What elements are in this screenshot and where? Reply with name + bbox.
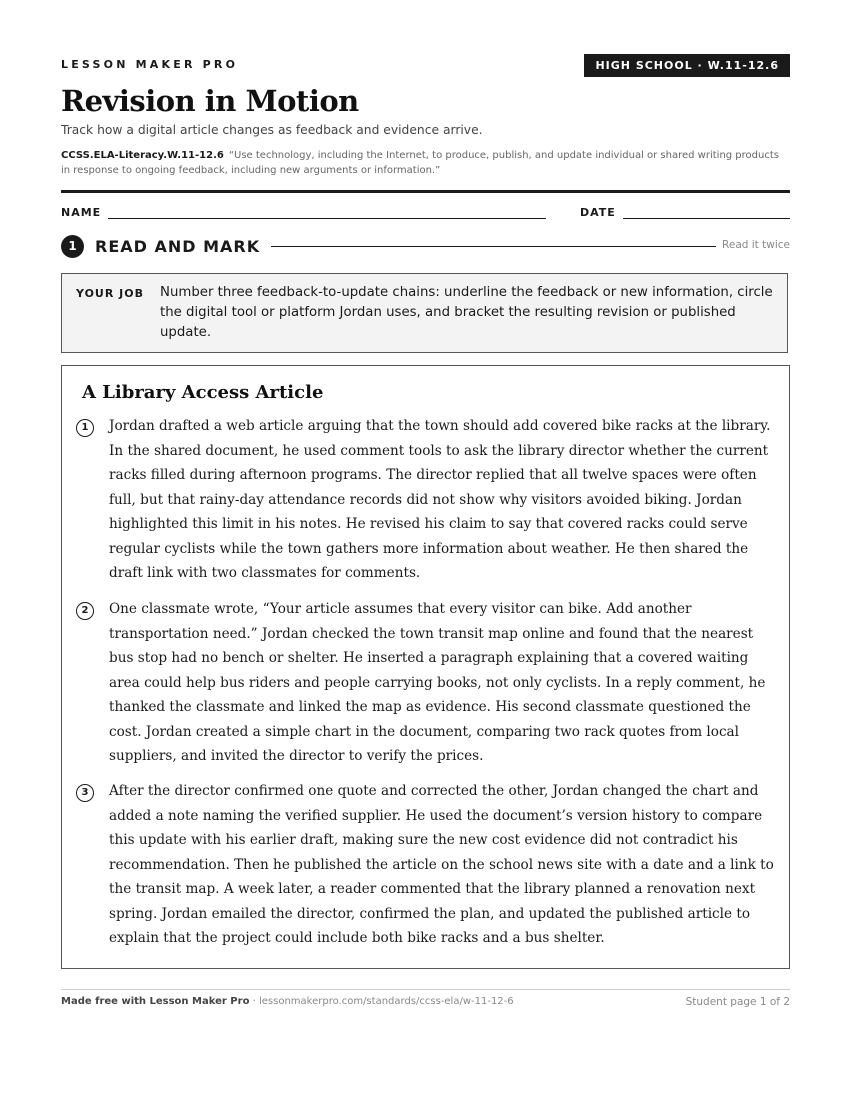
header-divider	[61, 190, 790, 193]
paragraph-number-2: 2	[76, 602, 94, 620]
name-label: NAME	[61, 206, 102, 219]
date-label: DATE	[580, 206, 616, 219]
page-title: Revision in Motion	[61, 84, 359, 118]
section-title: READ AND MARK	[95, 237, 261, 256]
standard-citation	[61, 148, 790, 178]
date-field[interactable]	[623, 218, 790, 219]
job-text: Number three feedback-to-update chains: underline the feedback or new information, circle the digital tool or platform Jordan uses, and bracket the resulting revision or published update.	[160, 285, 773, 340]
page-subtitle: Track how a digital article changes as feedback and evidence arrive.	[61, 123, 483, 137]
footer-url[interactable]: · lessonmakerpro.com/standards/ccss-ela/w-11-12-6	[249, 996, 514, 1007]
section-divider	[271, 246, 716, 247]
article-box	[61, 365, 790, 969]
paragraph-number-1: 1	[76, 419, 94, 437]
brand-name: LESSON MAKER PRO	[61, 58, 239, 71]
standard-text: “Use technology, including the Internet, to produce, publish, and update individual or shared writing products in response to ongoing feedback, including new arguments or information.”	[61, 150, 779, 176]
paragraph-text-1: Jordan drafted a web article arguing that the town should add covered bike racks at the library. In the shared document, he used comment tools to ask the library director whether the current racks filled during afternoon programs. The director replied that all twelve spaces were often full, but that rainy-day attendance records did not show why visitors avoided biking. Jordan highlighted this limit in his notes. He revised his claim to say that covered racks could serve regular cyclists while the town gathers more information about weather. He then shared the draft link with two classmates for comments.	[109, 418, 771, 581]
name-field[interactable]	[108, 218, 546, 219]
footer-page-number: Student page 1 of 2	[685, 996, 790, 1008]
paragraph-number-3: 3	[76, 784, 94, 802]
job-label: YOUR JOB	[76, 287, 144, 300]
section-hint: Read it twice	[722, 239, 790, 251]
paragraph-text-2: One classmate wrote, “Your article assumes that every visitor can bike. Add another transportation need.” Jordan checked the town transit map online and found that the nearest bus stop had no bench or shelter. He inserted a paragraph explaining that a covered waiting area could help bus riders and people carrying books, not only cyclists. In a reply comment, he thanked the classmate and linked the map as evidence. His second classmate questioned the cost. Jordan created a simple chart in the document, comparing two rack quotes from local suppliers, and invited the director to verify the prices.	[109, 601, 766, 764]
footer-divider	[61, 989, 790, 990]
standard-code: CCSS.ELA-Literacy.W.11-12.6	[61, 150, 224, 161]
job-instructions-box	[61, 273, 788, 353]
article-title: A Library Access Article	[82, 382, 324, 403]
section-number-badge: 1	[61, 235, 84, 258]
paragraph-text-3: After the director confirmed one quote and corrected the other, Jordan changed the chart and added a note naming the verified supplier. He used the document’s version history to compare this update with his earlier draft, making sure the new cost evidence did not contradict his recommendation. Then he published the article on the school news site with a date and a link to the transit map. A week later, a reader commented that the library planned a renovation next spring. Jordan emailed the director, confirmed the plan, and updated the published article to explain that the project could include both bike racks and a bus shelter.	[109, 783, 774, 946]
footer-made-with: Made free with Lesson Maker Pro	[61, 996, 250, 1007]
grade-badge: HIGH SCHOOL · W.11-12.6	[584, 54, 790, 77]
footer-credit	[61, 996, 514, 1007]
